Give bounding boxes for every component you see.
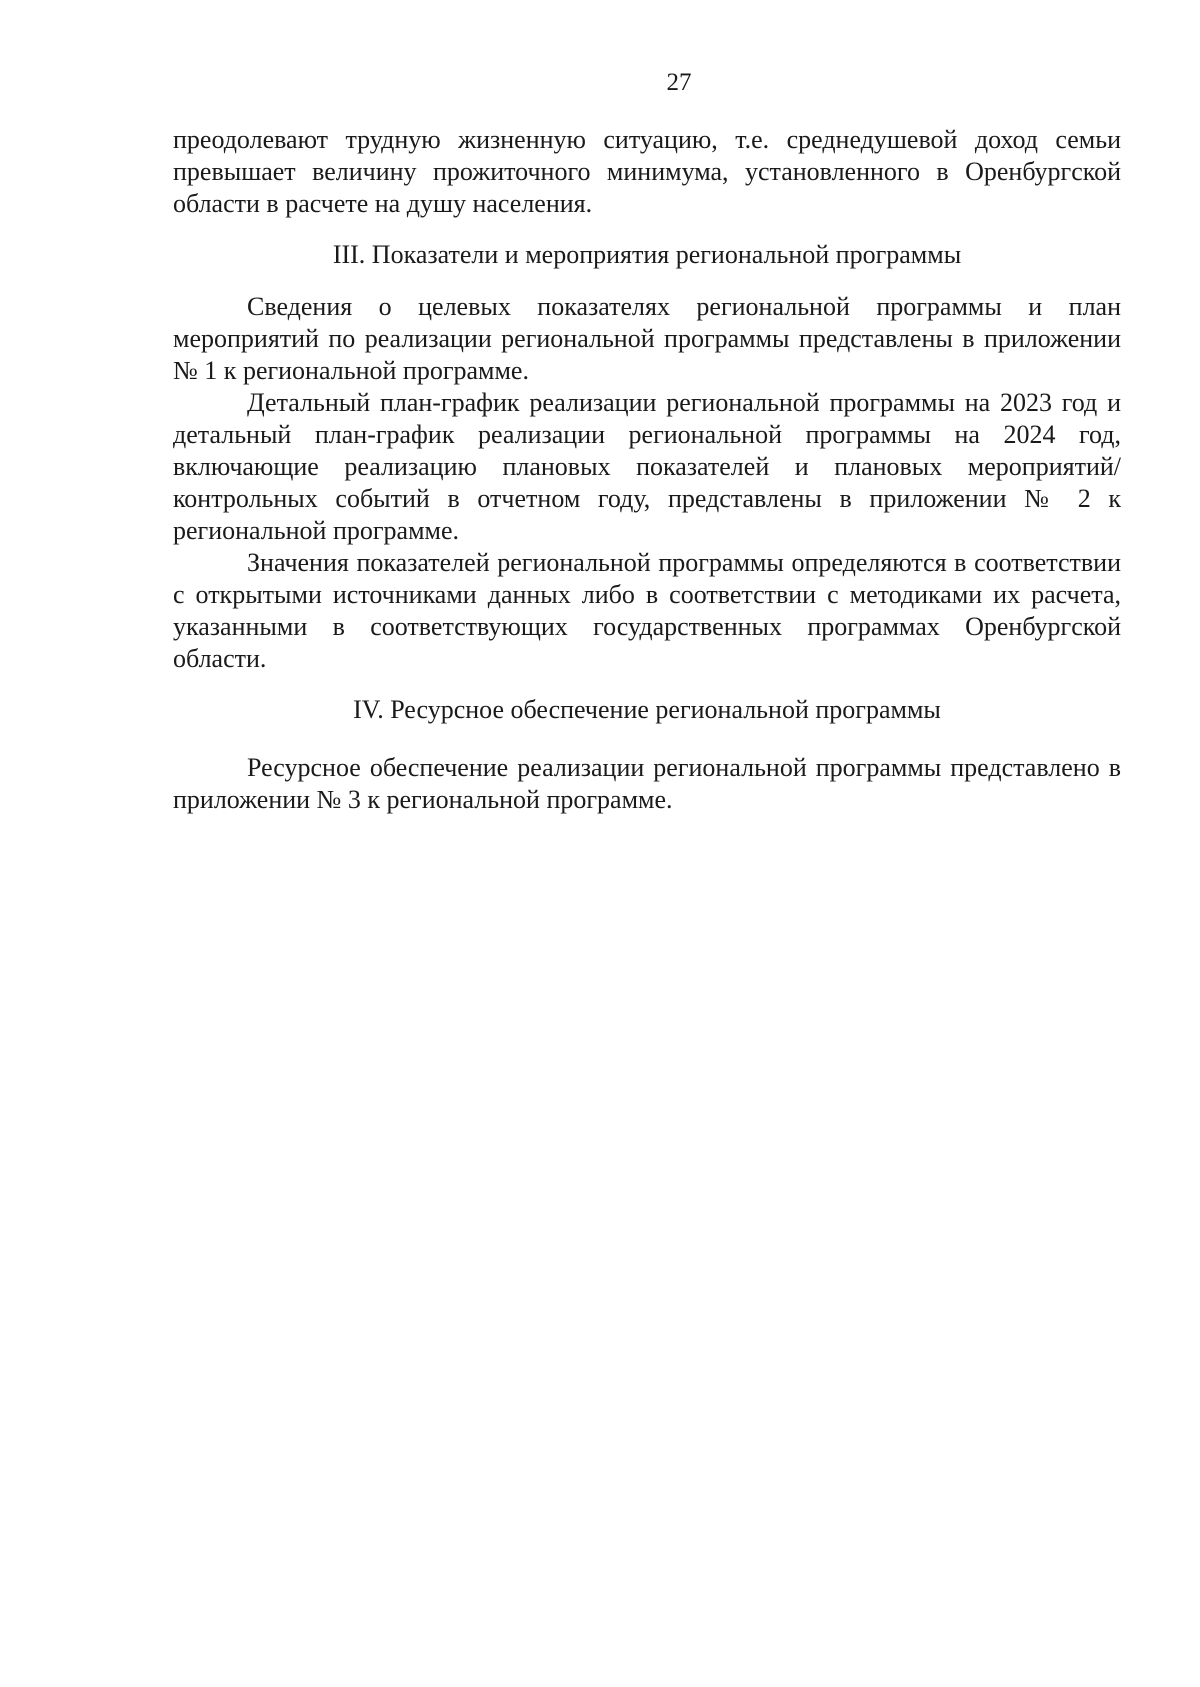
continuation-paragraph: преодолевают трудную жизненную ситуацию, т.е. среднедушевой доход семьи превышает величину прожиточного минимума, установленного в Оренбургской области в расчете на душу населения. <box>173 125 1121 218</box>
section-3-paragraph-1: Сведения о целевых показателях региональной программы и план мероприятий по реализации региональной программы представлены в приложении № 1 к региональной программе. <box>173 292 1121 385</box>
section-4-heading: IV. Ресурсное обеспечение региональной программы <box>353 695 941 724</box>
section-3-heading: III. Показатели и мероприятия региональной программы <box>332 240 962 269</box>
section-4-paragraph-1: Ресурсное обеспечение реализации региональной программы представлено в приложении № 3 к региональной программе. <box>173 753 1121 814</box>
document-body <box>173 124 1121 816</box>
section-3-paragraph-2: Детальный план-график реализации региональной программы на 2023 год и детальный план-график реализации региональной программы на 2024 год, включающие реализацию плановых показателей и плановых мероприятий/контрольных событий в отчетном году, представлены в приложении № 2 к региональной программе. <box>173 388 1121 545</box>
section-3-paragraph-3: Значения показателей региональной программы определяются в соответствии с открытыми источниками данных либо в соответствии с методиками их расчета, указанными в соответствующих государственных программах Оренбургской области. <box>173 548 1121 673</box>
page-number: 27 <box>666 69 692 96</box>
